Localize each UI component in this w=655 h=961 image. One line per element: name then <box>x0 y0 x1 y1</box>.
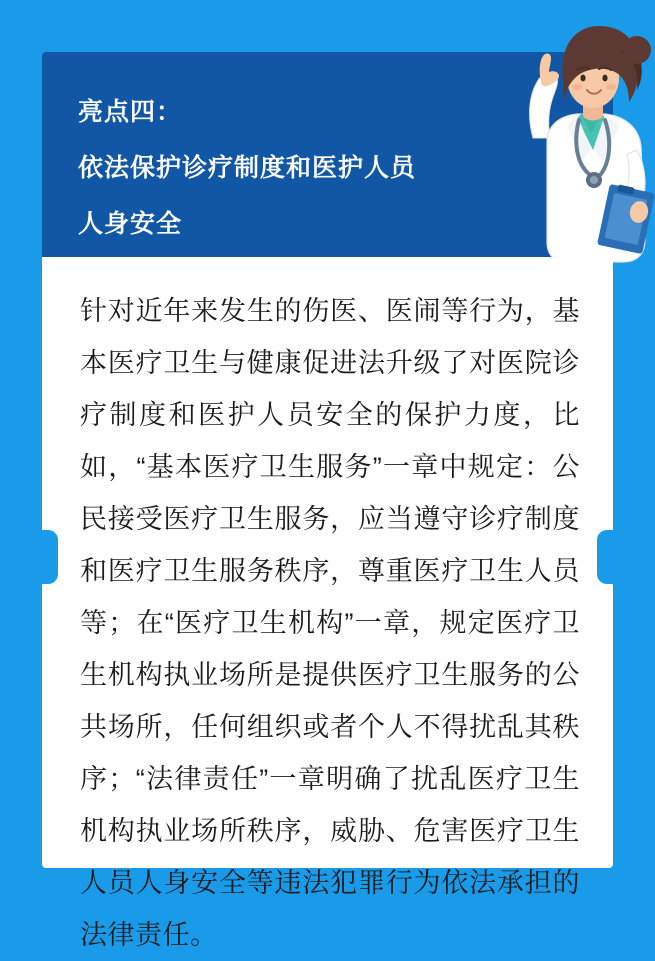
header-title-line-3: 人身安全 <box>78 210 183 238</box>
header-title-line-2: 依法保护诊疗制度和医护人员 <box>78 154 417 182</box>
left-notch-decoration <box>42 530 58 584</box>
body-card <box>42 257 613 950</box>
header-title-line-1: 亮点四： <box>78 98 183 126</box>
body-paragraph: 针对近年来发生的伤医、医闹等行为，基本医疗卫生与健康促进法升级了对医院诊疗制度和医护人员安全的保护力度，比如，“基本医疗卫生服务”一章中规定：公民接受医疗卫生服务，应当遵守诊疗制度和医疗卫生服务秩序，尊重医疗卫生人员等；在“医疗卫生机构”一章，规定医疗卫生机构执业场所是提供医疗卫生服务的公共场所，任何组织或者个人不得扰乱其秩序；“法律责任”一章明确了扰乱医疗卫生机构执业场所秩序，威胁、危害医疗卫生人员人身安全等违法犯罪行为依法承担的法律责任。 <box>80 296 580 950</box>
header-title-block <box>78 84 478 252</box>
female-doctor-illustration <box>455 10 655 280</box>
right-notch-decoration <box>597 530 613 584</box>
